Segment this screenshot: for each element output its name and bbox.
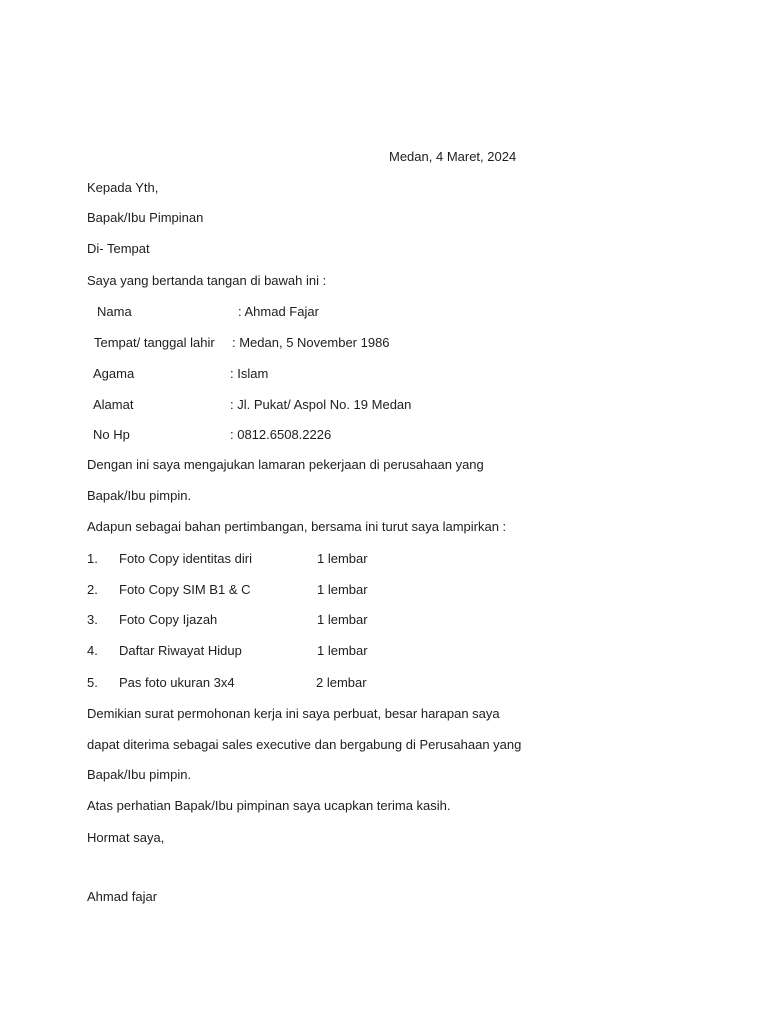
attachment-quantity: 2 lembar [316, 675, 367, 690]
attachment-number: 3. [87, 612, 98, 627]
attachment-number: 5. [87, 675, 98, 690]
application-paragraph-line: Bapak/Ibu pimpin. [87, 488, 192, 503]
attachment-number: 4. [87, 643, 98, 658]
closing-paragraph-line: dapat diterima sebagai sales executive dan bergabung di Perusahaan yang [87, 737, 522, 752]
attachment-name: Pas foto ukuran 3x4 [119, 675, 235, 690]
attachment-name: Foto Copy Ijazah [119, 612, 218, 627]
attachment-name: Foto Copy SIM B1 & C [119, 582, 251, 597]
closing-paragraph-line: Demikian surat permohonan kerja ini saya perbuat, besar harapan saya [87, 706, 500, 721]
attachment-quantity: 1 lembar [317, 612, 368, 627]
closing-salutation: Hormat saya, [87, 830, 165, 845]
identity-label: Alamat [93, 397, 134, 412]
thank-you-text: Atas perhatian Bapak/Ibu pimpinan saya ucapkan terima kasih. [87, 798, 451, 813]
identity-value: : 0812.6508.2226 [230, 427, 332, 442]
identity-value: : Ahmad Fajar [238, 304, 319, 319]
identity-label: Nama [97, 304, 132, 319]
recipient-place: Di- Tempat [87, 241, 150, 256]
attachment-quantity: 1 lembar [317, 582, 368, 597]
attachment-number: 1. [87, 551, 98, 566]
attachment-name: Foto Copy identitas diri [119, 551, 252, 566]
identity-label: Agama [93, 366, 135, 381]
identity-label: Tempat/ tanggal lahir [94, 335, 215, 350]
attachment-number: 2. [87, 582, 98, 597]
attachment-quantity: 1 lembar [317, 551, 368, 566]
application-paragraph-line: Dengan ini saya mengajukan lamaran pekerjaan di perusahaan yang [87, 457, 484, 472]
identity-value: : Jl. Pukat/ Aspol No. 19 Medan [230, 397, 412, 412]
attachment-quantity: 1 lembar [317, 643, 368, 658]
closing-paragraph-line: Bapak/Ibu pimpin. [87, 767, 192, 782]
signature-name: Ahmad fajar [87, 889, 158, 904]
recipient-salutation: Kepada Yth, [87, 180, 159, 195]
attachments-intro: Adapun sebagai bahan pertimbangan, bersama ini turut saya lampirkan : [87, 519, 507, 534]
letter-date: Medan, 4 Maret, 2024 [389, 149, 517, 164]
identity-value: : Islam [230, 366, 269, 381]
intro-text: Saya yang bertanda tangan di bawah ini : [87, 273, 327, 288]
attachment-name: Daftar Riwayat Hidup [119, 643, 242, 658]
recipient-name: Bapak/Ibu Pimpinan [87, 210, 204, 225]
identity-value: : Medan, 5 November 1986 [232, 335, 390, 350]
identity-label: No Hp [93, 427, 130, 442]
